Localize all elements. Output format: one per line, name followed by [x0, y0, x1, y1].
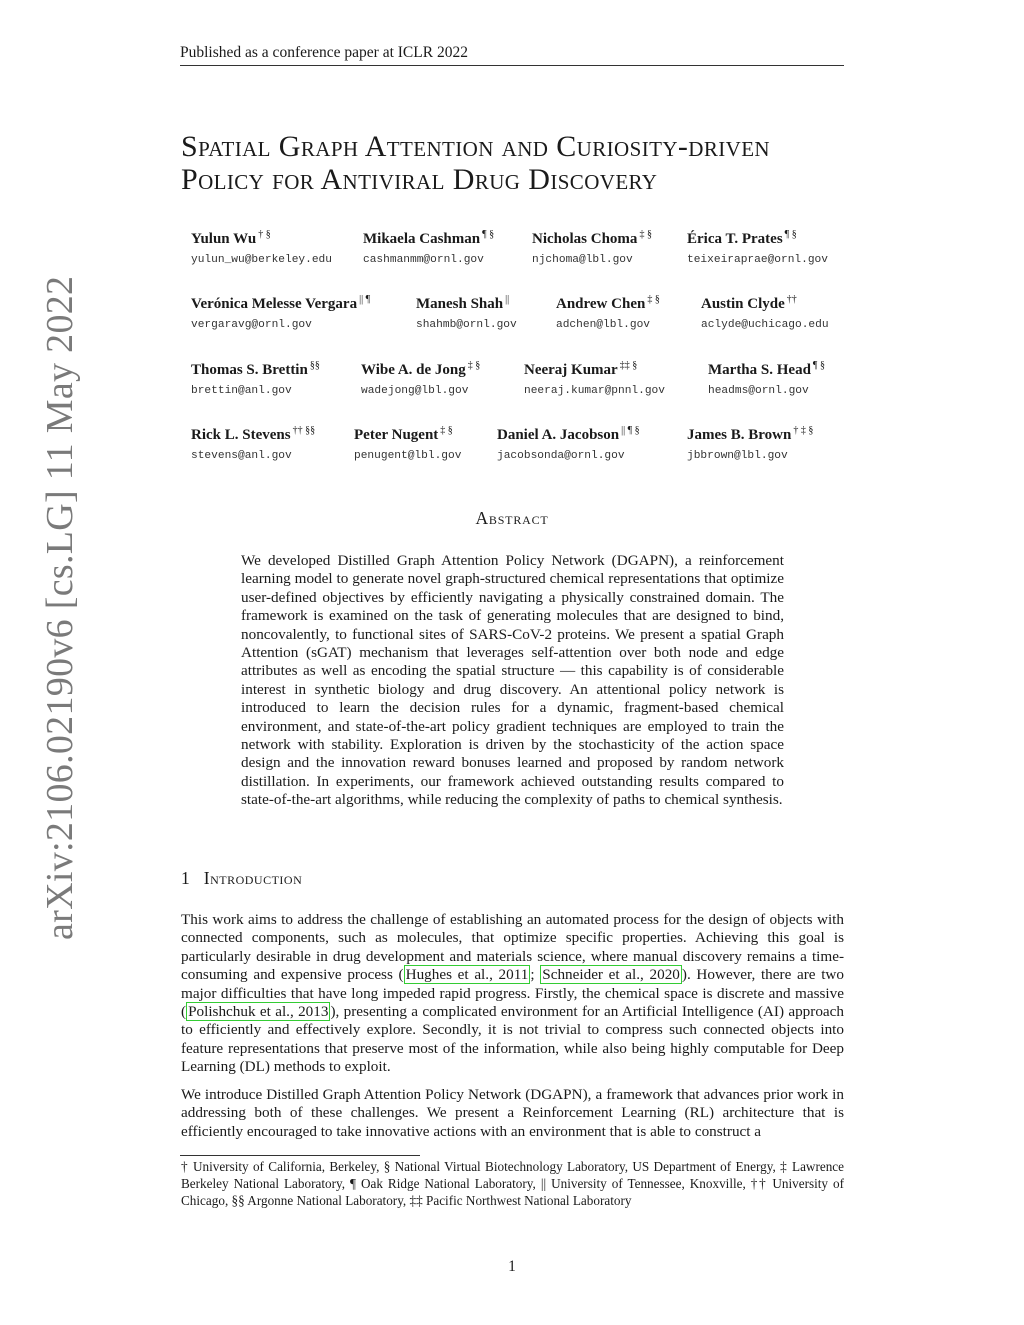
author-email: headms@ornl.gov	[708, 385, 809, 397]
author-affiliation-marks: ‡ §	[440, 425, 453, 436]
citation-link[interactable]: Polishchuk et al., 2013	[188, 1003, 329, 1021]
intro-paragraph-1	[181, 911, 844, 1077]
author-name: Nicholas Choma	[532, 231, 638, 247]
author-email: jacobsonda@ornl.gov	[497, 450, 625, 462]
author-affiliation-marks: ‡‡ §	[619, 360, 638, 371]
author-block	[191, 294, 370, 331]
author-email: stevens@anl.gov	[191, 450, 292, 462]
author-email: brettin@anl.gov	[191, 385, 292, 397]
paragraph-text: This work aims to address the challenge of establishing an automated process for the design of objects with connected components, such as molecules, that optimize specific properties. Achieving this goal is particularly desirable in drug development and materials science, where manual discovery remains a time-consuming and expensive process (	[181, 911, 844, 984]
author-affiliation-marks: §§	[309, 360, 320, 371]
affiliations-footnote: † University of California, Berkeley, § National Virtual Biotechnology Laboratory, US Department of Energy, ‡ Lawrence Berkeley National Laboratory, ¶ Oak Ridge National Laboratory, || University of Tennessee, Knoxville, †† University of Chicago, §§ Argonne National Laboratory, ‡‡ Pacific Northwest National Laboratory	[181, 1159, 844, 1208]
author-block	[701, 294, 829, 331]
author-email: penugent@lbl.gov	[354, 450, 462, 462]
section-title: Introduction	[203, 868, 303, 888]
author-affiliation-marks: || ¶	[359, 294, 371, 305]
author-email: njchoma@lbl.gov	[532, 254, 633, 266]
author-name: Verónica Melesse Vergara	[191, 296, 358, 312]
author-name: Andrew Chen	[556, 296, 646, 312]
author-email: yulun_wu@berkeley.edu	[191, 254, 332, 266]
author-email: teixeiraprae@ornl.gov	[687, 254, 828, 266]
author-name: Wibe A. de Jong	[361, 362, 466, 378]
header-rule	[180, 65, 844, 66]
arxiv-identifier: arXiv:2106.02190v6 [cs.LG] 11 May 2022	[39, 275, 81, 940]
running-header: Published as a conference paper at ICLR 2022	[180, 44, 468, 61]
author-name: Mikaela Cashman	[363, 231, 481, 247]
section-number: 1	[181, 868, 190, 888]
author-block	[532, 229, 652, 266]
author-name: Rick L. Stevens	[191, 427, 291, 443]
abstract-body: We developed Distilled Graph Attention Policy Network (DGAPN), a reinforcement learning model to generate novel graph-structured chemical representations that optimize user-defined objectives by efficiently navigating a physically constrained domain. The framework is examined on the task of generating molecules that are designed to bind, noncovalently, to functional sites of SARS-CoV-2 proteins. We present a spatial Graph Attention (sGAT) mechanism that leverages self-attention over both node and edge attributes as well as encoding the spatial structure — this capability is of considerable interest in synthetic biology and drug discovery. An attentional policy network is introduced to learn the decision rules for a dynamic, fragment-based chemical environment, and state-of-the-art policy gradient techniques are employed to train the network with stability. Exploration is driven by the stochasticity of the action space design and the innovation reward bonuses learned and proposed by random network distillation. In experiments, our framework achieved outstanding results compared to state-of-the-art algorithms, while reducing the complexity of paths to chemical synthesis.	[241, 552, 784, 809]
author-affiliation-marks: ††	[786, 294, 797, 305]
author-affiliation-marks: ¶ §	[784, 229, 797, 240]
author-block	[191, 425, 315, 462]
author-affiliation-marks: † §	[258, 229, 271, 240]
author-name: Austin Clyde	[701, 296, 785, 312]
author-name: Yulun Wu	[191, 231, 257, 247]
author-affiliation-marks: ¶ §	[812, 360, 825, 371]
author-name: Thomas S. Brettin	[191, 362, 308, 378]
paragraph-text: ), presenting a complicated environment for an Artificial Intelligence (AI) approach to efficiently and effectively explore. Secondly, it is not trivial to compress such connected objects into feature representations that preserve most of the information, while also being highly computable for Deep Learning (DL) methods to exploit.	[181, 1003, 844, 1076]
abstract-heading: Abstract	[475, 508, 549, 528]
author-email: neeraj.kumar@pnnl.gov	[524, 385, 665, 397]
citation-link[interactable]: Schneider et al., 2020	[542, 966, 680, 984]
author-email: shahmb@ornl.gov	[416, 319, 517, 331]
author-affiliation-marks: ¶ §	[482, 229, 495, 240]
section-heading	[181, 868, 302, 889]
author-block	[191, 229, 332, 266]
page-number: 1	[508, 1258, 516, 1275]
author-affiliation-marks: ||	[505, 294, 510, 305]
author-block	[191, 360, 320, 397]
author-affiliation-marks: †† §§	[292, 425, 316, 436]
author-block	[363, 229, 494, 266]
author-block	[416, 294, 517, 331]
author-name: Neeraj Kumar	[524, 362, 618, 378]
author-affiliation-marks: † ‡ §	[793, 425, 814, 436]
author-email: adchen@lbl.gov	[556, 319, 650, 331]
author-name: Daniel A. Jacobson	[497, 427, 620, 443]
author-name: Martha S. Head	[708, 362, 811, 378]
paper-title	[181, 130, 770, 196]
author-block	[354, 425, 461, 462]
paragraph-text: ;	[530, 966, 541, 984]
author-affiliation-marks: ‡ §	[467, 360, 481, 371]
intro-paragraph-2: We introduce Distilled Graph Attention Policy Network (DGAPN), a framework that advances prior work in addressing both of these challenges. We present a Reinforcement Learning (RL) architecture that is efficiently encouraged to take innovative actions with an environment that is able to construct a	[181, 1086, 844, 1140]
author-block	[361, 360, 480, 397]
author-name: James B. Brown	[687, 427, 792, 443]
author-name: Érica T. Prates	[687, 231, 783, 247]
paragraph-text: ). However, there are two major difficulties that have long impeded rapid progress. Firstly, the chemical space is discrete and massive (	[181, 966, 844, 1021]
author-name: Peter Nugent	[354, 427, 439, 443]
author-affiliation-marks: || ¶ §	[621, 425, 640, 436]
author-email: wadejong@lbl.gov	[361, 385, 469, 397]
title-line-1: Spatial Graph Attention and Curiosity-driven	[181, 130, 770, 163]
author-block	[687, 229, 828, 266]
author-block	[687, 425, 813, 462]
author-email: aclyde@uchicago.edu	[701, 319, 829, 331]
author-block	[556, 294, 660, 331]
author-name: Manesh Shah	[416, 296, 504, 312]
author-block	[708, 360, 825, 397]
author-affiliation-marks: ‡ §	[647, 294, 660, 305]
title-line-2: Policy for Antiviral Drug Discovery	[181, 163, 658, 196]
author-block	[497, 425, 640, 462]
citation-link[interactable]: Hughes et al., 2011	[405, 966, 529, 984]
author-email: jbbrown@lbl.gov	[687, 450, 788, 462]
author-block	[524, 360, 665, 397]
author-affiliation-marks: ‡ §	[639, 229, 652, 240]
author-email: cashmanmm@ornl.gov	[363, 254, 484, 266]
author-email: vergaravg@ornl.gov	[191, 319, 312, 331]
footnote-rule	[180, 1155, 420, 1156]
